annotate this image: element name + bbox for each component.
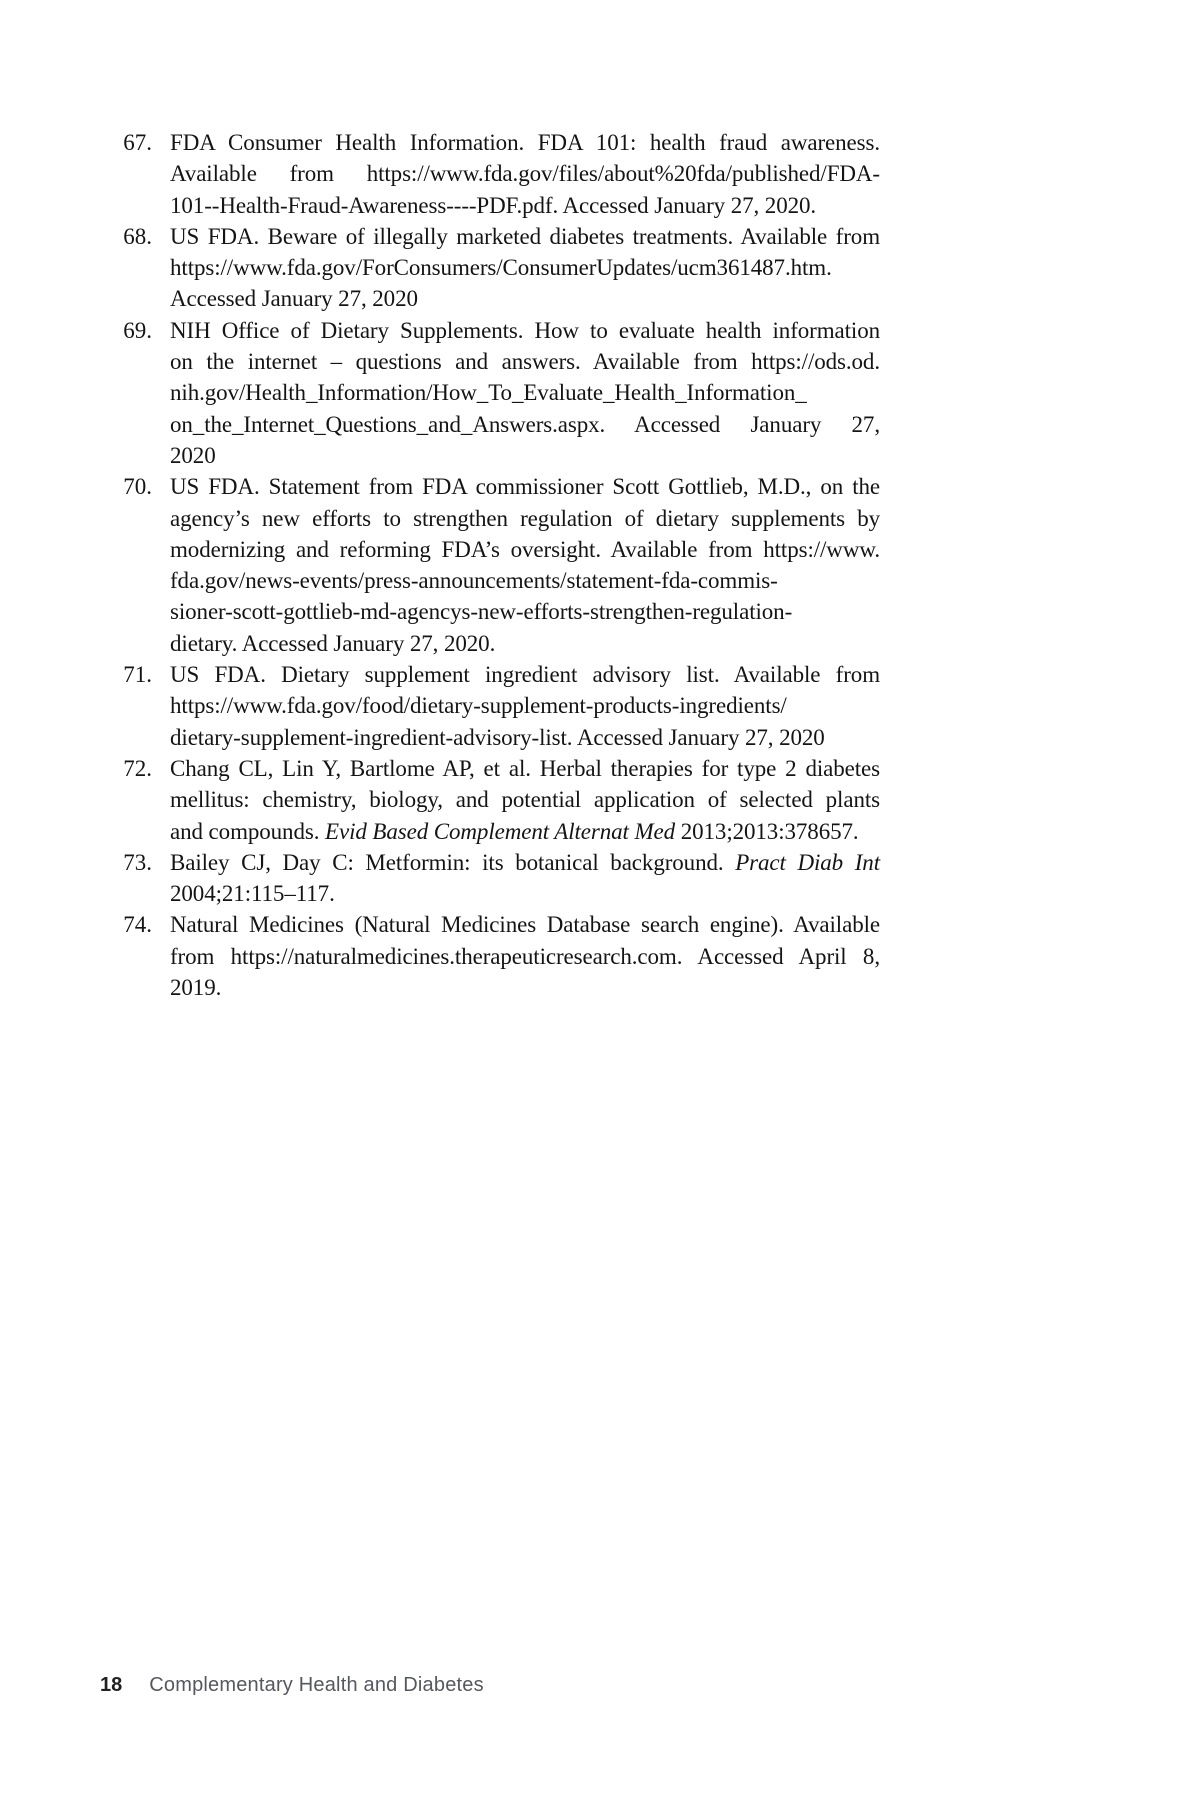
reference-line — [170, 158, 880, 189]
reference-text: and compounds. — [170, 818, 326, 844]
reference-item — [100, 659, 880, 753]
reference-line — [170, 941, 880, 972]
reference-list — [100, 127, 880, 1003]
reference-text: agency’s new efforts to strengthen regulation of dietary supplements by — [170, 505, 880, 531]
reference-line — [170, 471, 880, 502]
reference-item — [100, 221, 880, 315]
journal-title-text: Pract Diab Int — [735, 849, 880, 875]
reference-number: 69. — [123, 317, 152, 343]
reference-text: fda.gov/news-events/press-announcements/statement-fda-commis- — [170, 568, 778, 594]
reference-body — [170, 659, 880, 753]
reference-line — [170, 377, 880, 408]
reference-number: 71. — [123, 662, 152, 688]
reference-line — [170, 315, 880, 346]
reference-text: dietary. Accessed January 27, 2020. — [170, 630, 496, 656]
reference-line — [170, 409, 880, 440]
reference-line — [170, 127, 880, 158]
reference-body — [170, 909, 880, 1003]
reference-line — [170, 753, 880, 784]
reference-item — [100, 847, 880, 910]
reference-line — [170, 283, 880, 314]
reference-body — [170, 471, 880, 659]
reference-text: 2020 — [170, 442, 216, 468]
reference-number: 73. — [123, 849, 152, 875]
reference-text: nih.gov/Health_Information/How_To_Evaluate_Health_Information_ — [170, 380, 807, 406]
reference-text: from https://naturalmedicines.therapeuticresearch.com. Accessed April 8, — [170, 943, 880, 969]
reference-text: https://www.fda.gov/food/dietary-supplement-products-ingredients/ — [170, 693, 787, 719]
reference-line — [170, 659, 880, 690]
reference-number: 74. — [123, 912, 152, 938]
reference-text: Bailey CJ, Day C: Metformin: its botanical background. — [170, 849, 736, 875]
reference-line — [170, 972, 880, 1003]
reference-body — [170, 127, 880, 221]
reference-body — [170, 753, 880, 847]
reference-line — [170, 440, 880, 471]
reference-text: dietary-supplement-ingredient-advisory-list. Accessed January 27, 2020 — [170, 724, 825, 750]
reference-item — [100, 127, 880, 221]
reference-line — [170, 878, 880, 909]
reference-text: US FDA. Statement from FDA commissioner Scott Gottlieb, M.D., on the — [170, 474, 880, 500]
reference-item — [100, 909, 880, 1003]
reference-text: 2004;21:115–117. — [170, 881, 335, 907]
reference-body — [170, 847, 880, 910]
reference-body — [170, 315, 880, 471]
reference-text: mellitus: chemistry, biology, and potential application of selected plants — [170, 787, 880, 813]
reference-line — [170, 221, 880, 252]
reference-text: Available from https://www.fda.gov/files/about%20fda/published/FDA- — [170, 161, 880, 187]
reference-text: Natural Medicines (Natural Medicines Database search engine). Available — [170, 912, 880, 938]
book-title: Complementary Health and Diabetes — [149, 1674, 484, 1696]
reference-line — [170, 346, 880, 377]
reference-line — [170, 565, 880, 596]
reference-text: NIH Office of Dietary Supplements. How to evaluate health information — [170, 317, 880, 343]
reference-line — [170, 690, 880, 721]
reference-text: sioner-scott-gottlieb-md-agencys-new-efforts-strengthen-regulation- — [170, 599, 793, 625]
reference-number: 72. — [123, 755, 152, 781]
journal-title-text: Evid Based Complement Alternat Med — [325, 818, 676, 844]
page-number: 18 — [100, 1674, 123, 1696]
reference-text: US FDA. Beware of illegally marketed diabetes treatments. Available from — [170, 223, 880, 249]
reference-text: Accessed January 27, 2020 — [170, 286, 418, 312]
reference-item — [100, 471, 880, 659]
reference-line — [170, 534, 880, 565]
reference-text: Chang CL, Lin Y, Bartlome AP, et al. Herbal therapies for type 2 diabetes — [170, 755, 880, 781]
reference-line — [170, 722, 880, 753]
reference-text: US FDA. Dietary supplement ingredient advisory list. Available from — [170, 662, 880, 688]
reference-item — [100, 315, 880, 471]
reference-line — [170, 816, 880, 847]
reference-line — [170, 252, 880, 283]
reference-text: on_the_Internet_Questions_and_Answers.aspx. Accessed January 27, — [170, 411, 880, 437]
reference-body — [170, 221, 880, 315]
reference-number: 67. — [123, 130, 152, 155]
reference-text: on the internet – questions and answers. Available from https://ods.od. — [170, 349, 880, 375]
reference-text: 2013;2013:378657. — [675, 818, 859, 844]
reference-text: FDA Consumer Health Information. FDA 101: health fraud awareness. — [170, 130, 880, 155]
reference-line — [170, 909, 880, 940]
reference-text: https://www.fda.gov/ForConsumers/ConsumerUpdates/ucm361487.htm. — [170, 255, 832, 281]
reference-line — [170, 190, 880, 221]
reference-line — [170, 503, 880, 534]
reference-item — [100, 753, 880, 847]
reference-text: modernizing and reforming FDA’s oversight. Available from https://www. — [170, 536, 880, 562]
reference-text: 2019. — [170, 975, 222, 1001]
reference-line — [170, 596, 880, 627]
reference-text: 101--Health-Fraud-Awareness----PDF.pdf. Accessed January 27, 2020. — [170, 192, 817, 218]
reference-number: 70. — [123, 474, 152, 500]
reference-line — [170, 628, 880, 659]
reference-line — [170, 847, 880, 878]
reference-number: 68. — [123, 223, 152, 249]
reference-line — [170, 784, 880, 815]
page-footer — [100, 1674, 484, 1697]
